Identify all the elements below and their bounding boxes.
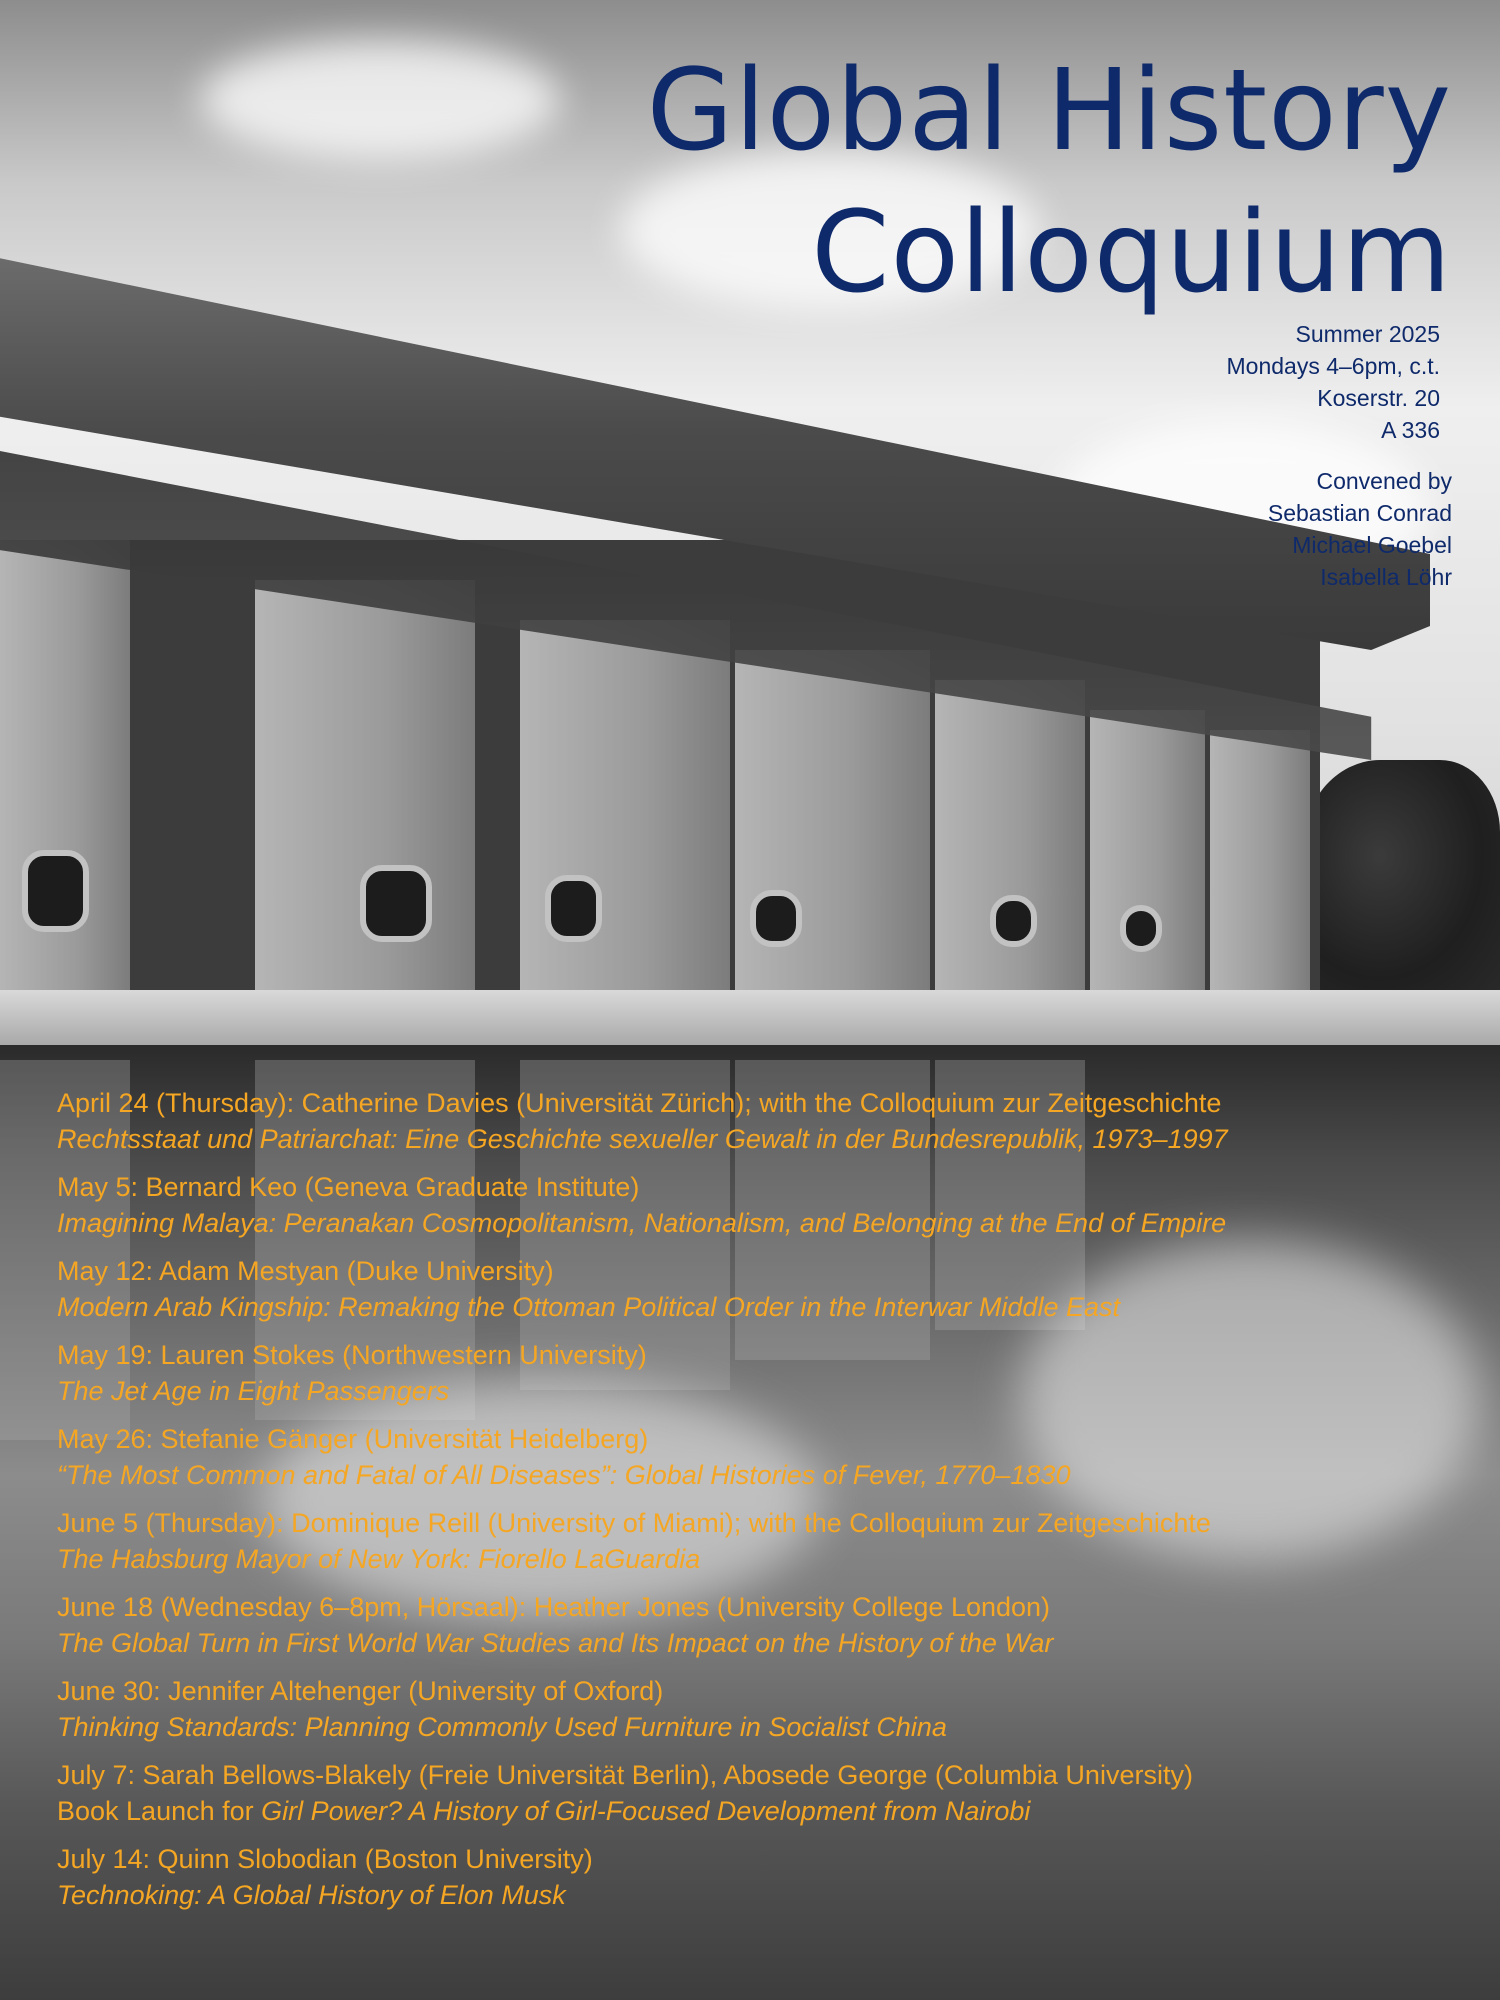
event-title: Modern Arab Kingship: Remaking the Ottoman Political Order in the Interwar Middle East <box>57 1292 1120 1322</box>
term: Summer 2025 <box>1295 321 1440 347</box>
event-item <box>57 1757 1477 1829</box>
event-speaker: April 24 (Thursday): Catherine Davies (Universität Zürich); with the Colloquium zur Zeitgeschichte <box>57 1088 1222 1118</box>
cloud <box>200 40 560 160</box>
event-speaker: July 7: Sarah Bellows-Blakely (Freie Universität Berlin), Abosede George (Columbia University) <box>57 1760 1193 1790</box>
poster-title <box>647 40 1452 324</box>
event-item <box>57 1421 1477 1493</box>
wall-opening <box>990 895 1037 947</box>
convened-label: Convened by <box>1316 468 1452 494</box>
event-speaker: July 14: Quinn Slobodian (Boston University) <box>57 1844 593 1874</box>
wall-opening <box>750 890 802 947</box>
meeting-time: Mondays 4–6pm, c.t. <box>1226 353 1440 379</box>
event-talk <box>57 1709 1477 1745</box>
event-speaker: May 19: Lauren Stokes (Northwestern University) <box>57 1340 647 1370</box>
event-talk <box>57 1289 1477 1325</box>
event-title: “The Most Common and Fatal of All Diseases”: Global Histories of Fever, 1770–1830 <box>57 1460 1071 1490</box>
event-speaker: May 12: Adam Mestyan (Duke University) <box>57 1256 554 1286</box>
title-line-1: Global History <box>646 46 1452 176</box>
event-item <box>57 1337 1477 1409</box>
event-title: Technoking: A Global History of Elon Musk <box>57 1880 566 1910</box>
schedule-info <box>1227 318 1441 446</box>
event-talk <box>57 1457 1477 1493</box>
event-item <box>57 1841 1477 1913</box>
event-item <box>57 1589 1477 1661</box>
event-talk <box>57 1121 1477 1157</box>
event-speaker: June 5 (Thursday): Dominique Reill (University of Miami); with the Colloquium zur Zeitgeschichte <box>57 1508 1211 1538</box>
event-title: Rechtsstaat und Patriarchat: Eine Geschichte sexueller Gewalt in der Bundesrepublik, 1973–1997 <box>57 1124 1228 1154</box>
convener-name: Sebastian Conrad <box>1267 500 1452 526</box>
event-talk <box>57 1541 1477 1577</box>
event-speaker: June 30: Jennifer Altehenger (University of Oxford) <box>57 1676 664 1706</box>
event-item <box>57 1253 1477 1325</box>
concrete-pillar <box>1210 730 1310 1000</box>
event-prefix: Book Launch for <box>57 1796 262 1826</box>
event-title: Thinking Standards: Planning Commonly Used Furniture in Socialist China <box>57 1712 947 1742</box>
event-item <box>57 1085 1477 1157</box>
trees <box>1300 760 1500 1000</box>
event-title: The Jet Age in Eight Passengers <box>57 1376 450 1406</box>
event-title: Girl Power? A History of Girl-Focused Development from Nairobi <box>261 1796 1031 1826</box>
event-talk <box>57 1877 1477 1913</box>
event-speaker: June 18 (Wednesday 6–8pm, Hörsaal): Heather Jones (University College London) <box>57 1592 1051 1622</box>
event-talk <box>57 1205 1477 1241</box>
concrete-pillar <box>735 650 930 1000</box>
street-address: Koserstr. 20 <box>1317 385 1440 411</box>
event-talk <box>57 1793 1477 1829</box>
convener-name: Michael Goebel <box>1292 532 1452 558</box>
event-talk <box>57 1625 1477 1661</box>
event-item <box>57 1169 1477 1241</box>
convener-name: Isabella Löhr <box>1320 564 1452 590</box>
wall-opening <box>1120 905 1162 952</box>
concrete-pillar <box>520 620 730 1000</box>
event-list <box>57 1085 1477 1925</box>
event-speaker: May 26: Stefanie Gänger (Universität Heidelberg) <box>57 1424 649 1454</box>
event-item <box>57 1505 1477 1577</box>
room: A 336 <box>1381 417 1440 443</box>
wall-opening <box>360 865 432 942</box>
event-speaker: May 5: Bernard Keo (Geneva Graduate Institute) <box>57 1172 640 1202</box>
event-title: Imagining Malaya: Peranakan Cosmopolitanism, Nationalism, and Belonging at the End of Empire <box>57 1208 1227 1238</box>
conveners <box>1268 465 1452 593</box>
concrete-pillar <box>1090 710 1205 1000</box>
event-title: The Habsburg Mayor of New York: Fiorello LaGuardia <box>57 1544 701 1574</box>
event-item <box>57 1673 1477 1745</box>
concrete-pillar <box>255 580 475 1000</box>
wall-opening <box>22 850 89 932</box>
event-title: The Global Turn in First World War Studies and Its Impact on the History of the War <box>57 1628 1054 1658</box>
wall-opening <box>545 875 602 942</box>
concrete-pillar <box>935 680 1085 1000</box>
title-line-2: Colloquium <box>811 188 1452 318</box>
event-talk <box>57 1373 1477 1409</box>
